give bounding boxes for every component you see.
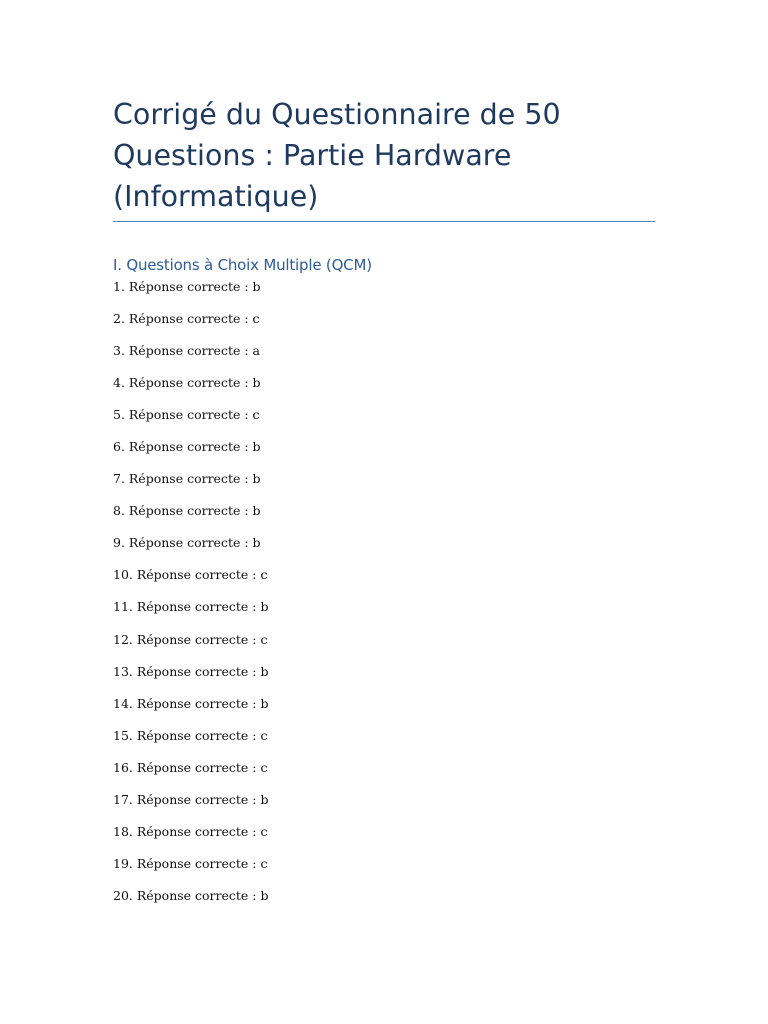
answer-item: 19. Réponse correcte : c <box>113 855 268 871</box>
answer-item: 7. Réponse correcte : b <box>113 471 261 487</box>
answer-item: 18. Réponse correcte : c <box>113 823 268 839</box>
answer-item: 16. Réponse correcte : c <box>113 759 268 775</box>
answer-item: 15. Réponse correcte : c <box>113 727 268 743</box>
answer-item: 13. Réponse correcte : b <box>113 663 269 679</box>
answer-item: 14. Réponse correcte : b <box>113 695 269 711</box>
answer-item: 4. Réponse correcte : b <box>113 375 261 391</box>
answer-item: 5. Réponse correcte : c <box>113 407 260 423</box>
answer-item: 12. Réponse correcte : c <box>113 631 268 647</box>
answer-item: 10. Réponse correcte : c <box>113 567 268 583</box>
answer-item: 8. Réponse correcte : b <box>113 503 261 519</box>
answer-item: 9. Réponse correcte : b <box>113 535 261 551</box>
answer-item: 6. Réponse correcte : b <box>113 439 261 455</box>
document-title: Corrigé du Questionnaire de 50 Questions : Partie Hardware (Informatique) <box>113 98 561 213</box>
answer-item: 2. Réponse correcte : c <box>113 311 260 327</box>
section-heading: I. Questions à Choix Multiple (QCM) <box>113 256 372 274</box>
title-divider <box>113 221 655 222</box>
answer-list <box>113 278 268 919</box>
answer-item: 3. Réponse correcte : a <box>113 343 260 359</box>
answer-item: 20. Réponse correcte : b <box>113 887 269 903</box>
answer-item: 11. Réponse correcte : b <box>113 599 269 615</box>
answer-item: 17. Réponse correcte : b <box>113 791 269 807</box>
answer-item: 1. Réponse correcte : b <box>113 279 261 294</box>
